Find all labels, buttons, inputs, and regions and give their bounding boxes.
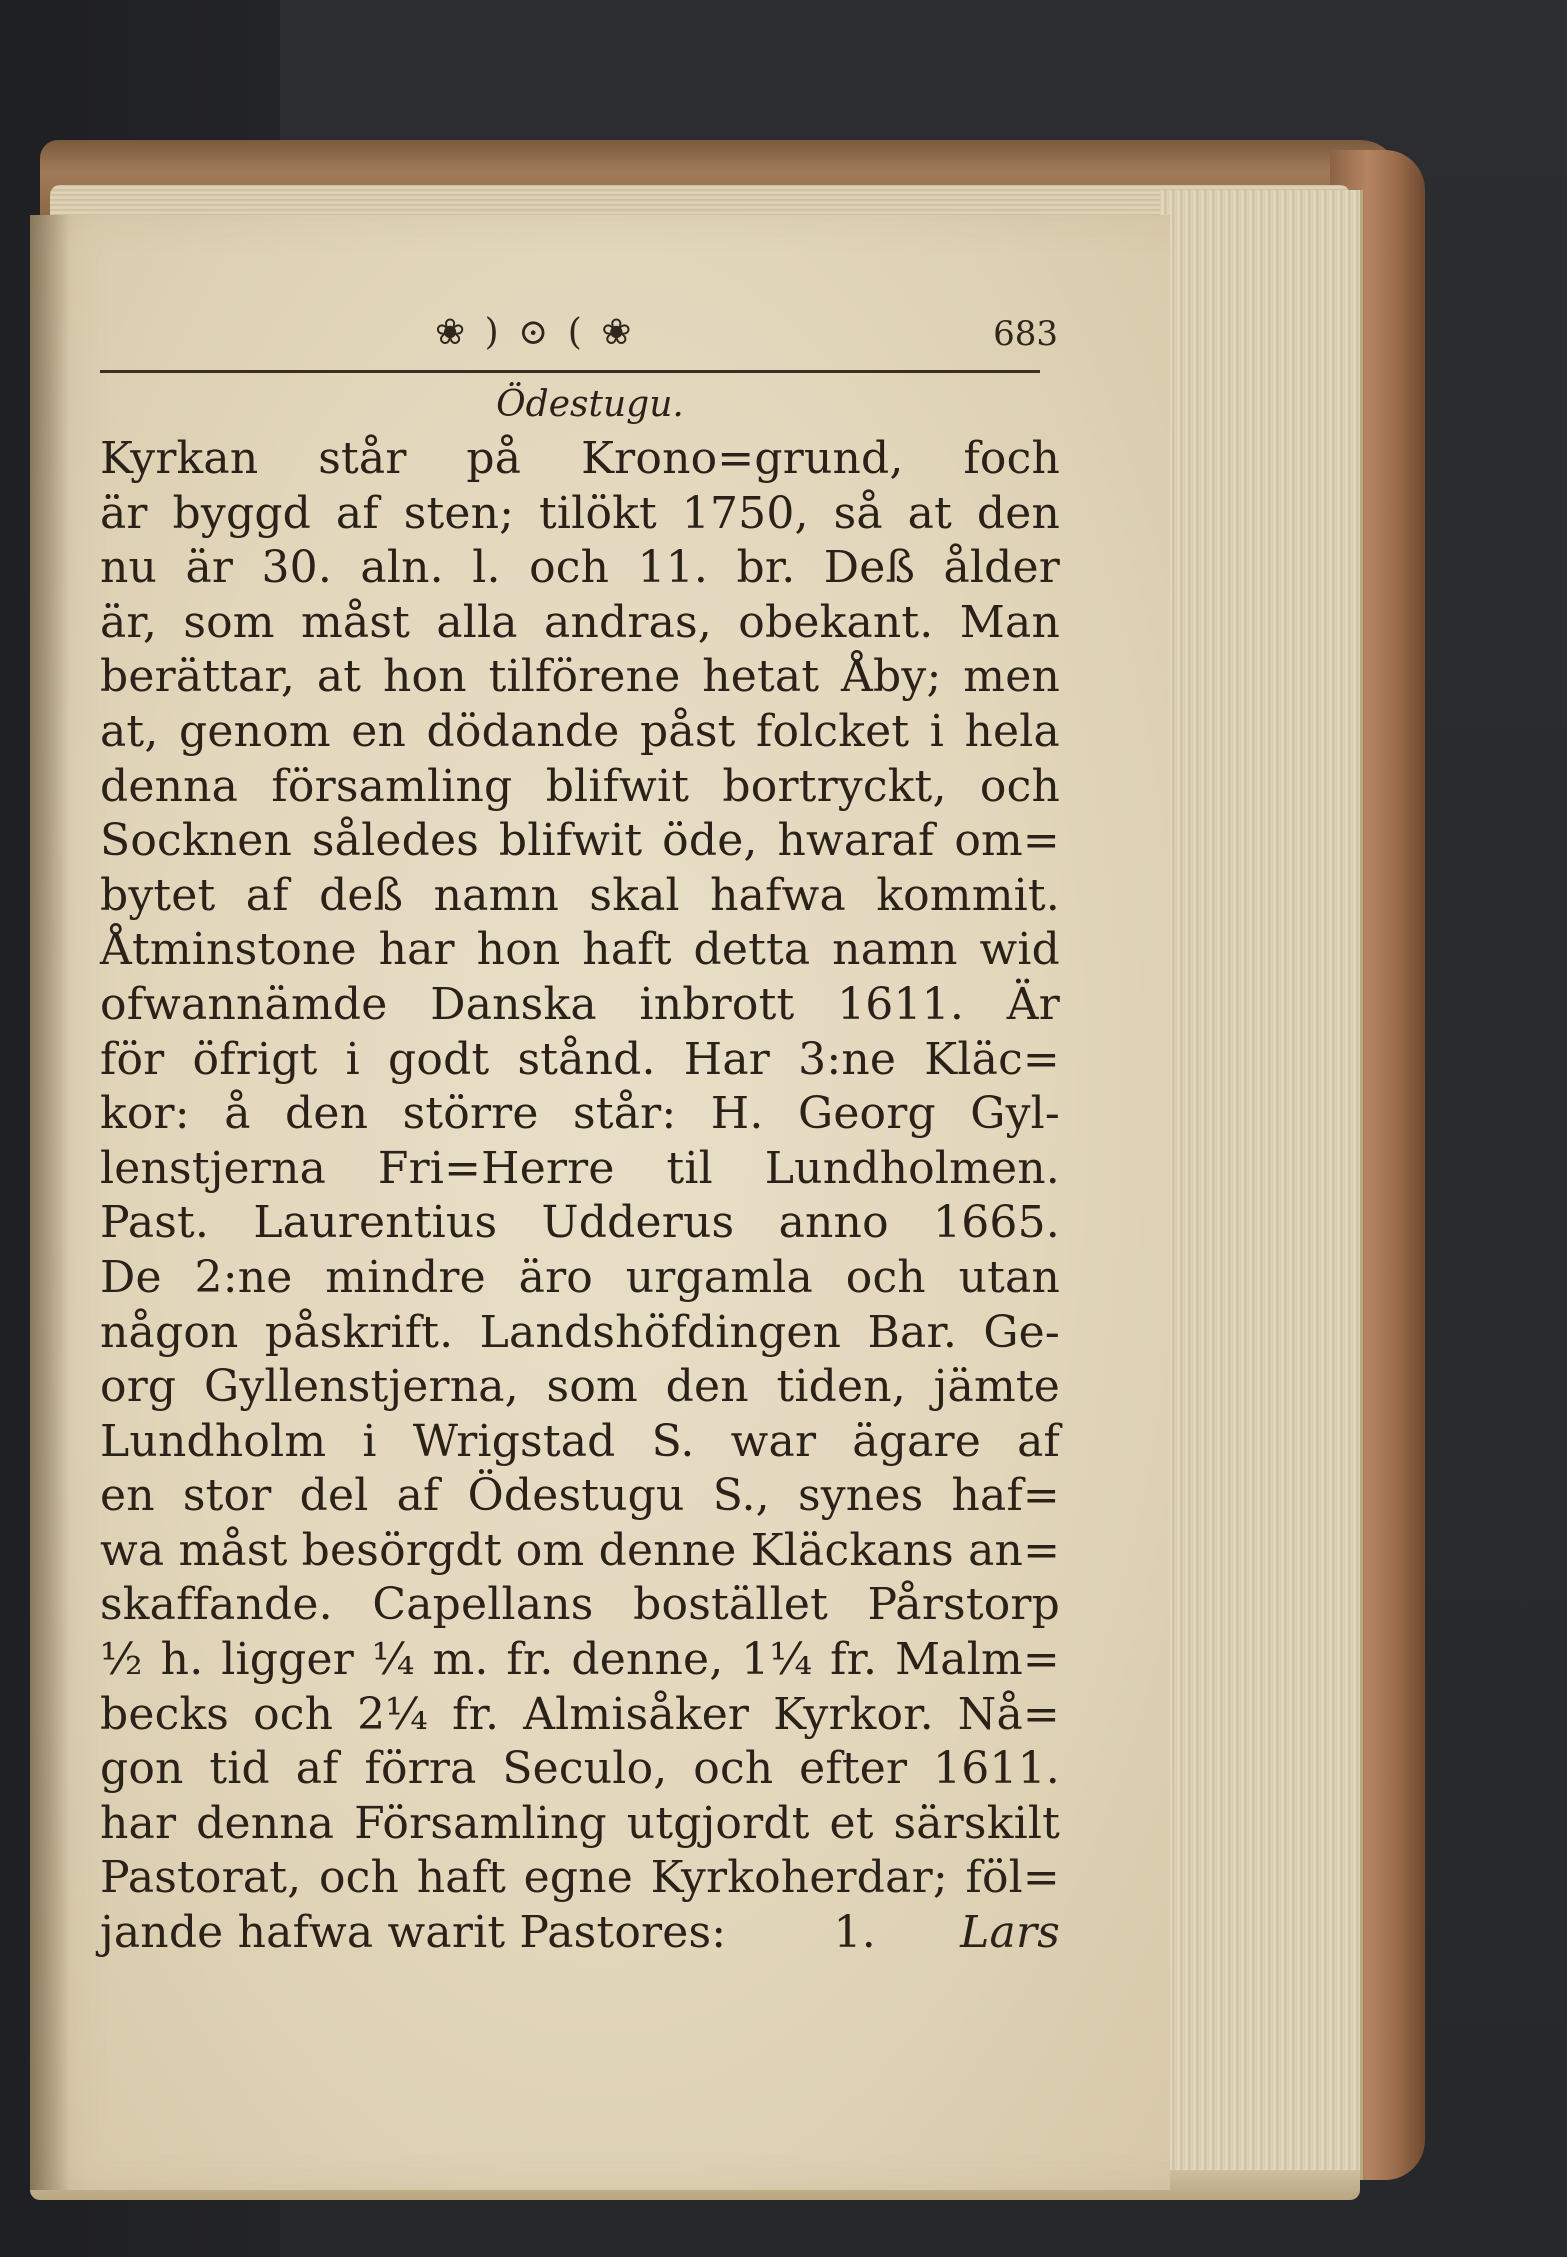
last-line-text: jande hafwa warit Pastores: (100, 1907, 727, 1959)
header-rule (100, 370, 1040, 373)
page-number: 683 (993, 314, 1058, 354)
list-number: 1. (833, 1907, 876, 1959)
text-line: har denna Församling utgjordt et särskilt (100, 1797, 1060, 1849)
section-title: Ödestugu. (496, 384, 684, 425)
text-line: ½ h. ligger ¼ m. fr. denne, 1¼ fr. Malm= (100, 1634, 1060, 1686)
text-line: De 2:ne mindre äro urgamla och utan (100, 1251, 1060, 1303)
text-line: lenstjerna Fri=Herre til Lundholmen. (100, 1142, 1060, 1194)
text-line: gon tid af förra Seculo, och efter 1611. (100, 1743, 1060, 1795)
text-line: skaffande. Capellans bostället Pårstorp (100, 1579, 1060, 1631)
text-line: ofwannämde Danska inbrott 1611. Är (100, 978, 1060, 1030)
page-fore-edge (1160, 190, 1363, 2180)
text-line: Åtminstone har hon haft detta namn wid (100, 924, 1060, 976)
text-line: nu är 30. aln. l. och 11. br. Deß ålder (100, 542, 1060, 594)
text-line: någon påskrift. Landshöfdingen Bar. Ge- (100, 1306, 1060, 1358)
header-ornament: ❀ ) ⊙ ( ❀ (435, 312, 636, 353)
text-line: Lundholm i Wrigstad S. war ägare af (100, 1415, 1060, 1467)
text-line-last (100, 1906, 1060, 1961)
text-line: denna församling blifwit bortryckt, och (100, 760, 1060, 812)
text-line: Pastorat, och haft egne Kyrkoherdar; föl= (100, 1852, 1060, 1904)
text-line: för öfrigt i godt stånd. Har 3:ne Kläc= (100, 1033, 1060, 1085)
running-head (100, 300, 1060, 370)
text-line: en stor del af Ödestugu S., synes haf= (100, 1470, 1060, 1522)
text-line: berättar, at hon tilförene hetat Åby; men (100, 651, 1060, 703)
text-line: wa måst besörgdt om denne Kläckans an= (100, 1524, 1061, 1576)
text-line: kor: å den större står: H. Georg Gyl- (100, 1088, 1060, 1140)
text-line: bytet af deß namn skal hafwa kommit. (100, 869, 1060, 921)
text-line: är, som måst alla andras, obekant. Man (100, 596, 1060, 648)
text-line: är byggd af sten; tilökt 1750, så at den (100, 487, 1060, 539)
page-text-block (100, 300, 1060, 1961)
catchword-group (834, 1906, 1060, 1961)
text-line: at, genom en dödande påst folcket i hela (100, 705, 1060, 757)
text-line: Socknen således blifwit öde, hwaraf om= (100, 815, 1060, 867)
text-line: Past. Laurentius Udderus anno 1665. (100, 1197, 1060, 1249)
page-gutter-shadow (30, 215, 70, 2190)
catchword: Lars (960, 1907, 1060, 1959)
text-line: org Gyllenstjerna, som den tiden, jämte (100, 1361, 1060, 1413)
text-line: Kyrkan står på Krono=grund, foch (100, 433, 1060, 484)
text-line: becks och 2¼ fr. Almisåker Kyrkor. Nå= (100, 1688, 1060, 1740)
body-text (100, 432, 1060, 1961)
